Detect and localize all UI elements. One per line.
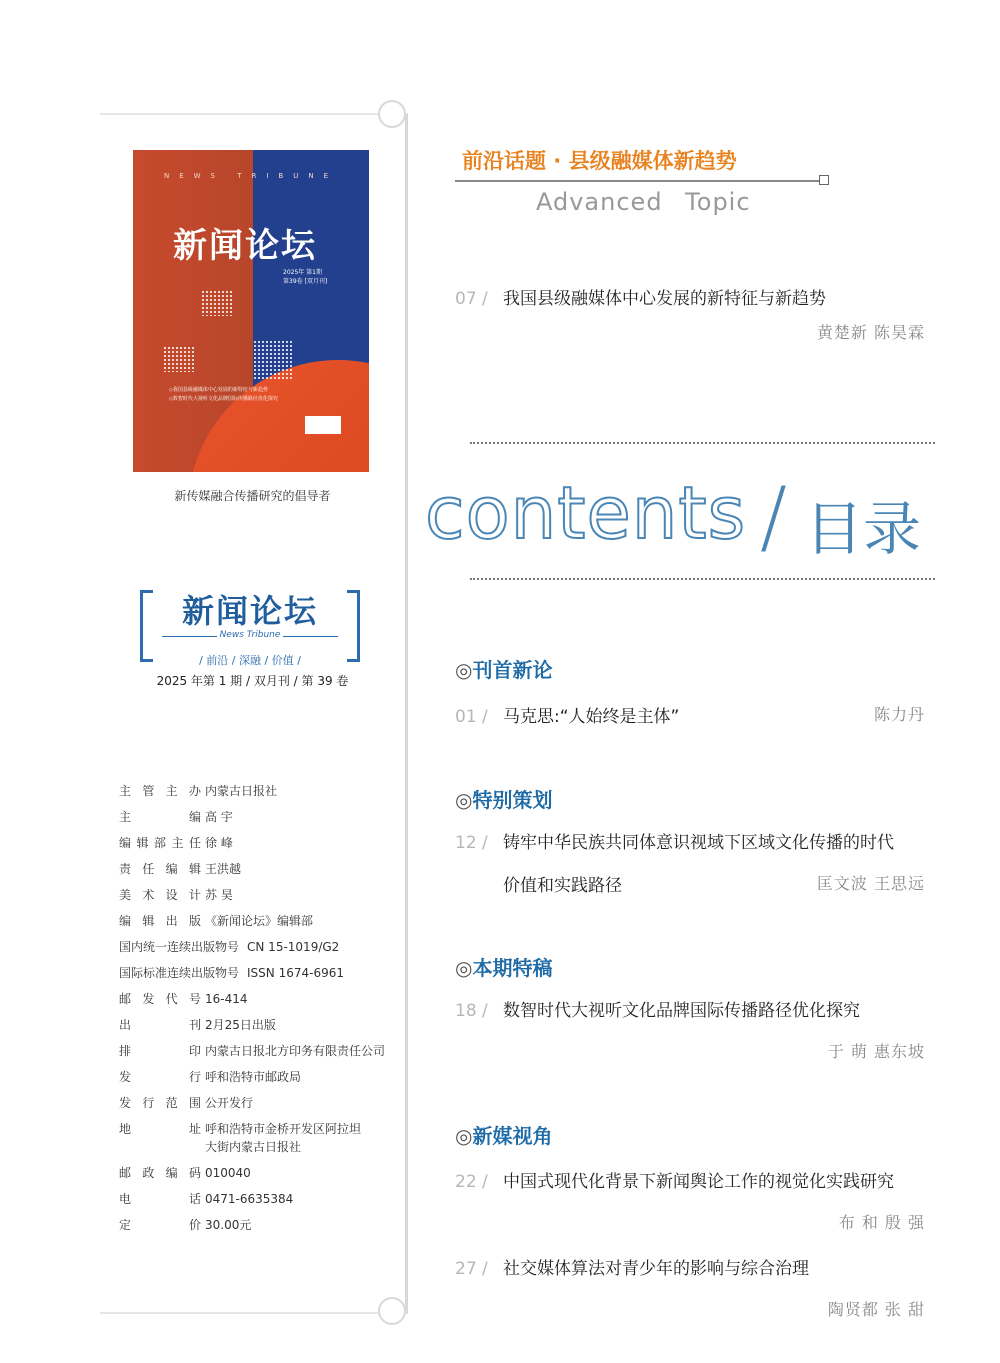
- masthead-row: [119, 834, 404, 860]
- dotted-divider: [470, 442, 935, 444]
- masthead-row: [119, 1016, 404, 1042]
- entry-title: 中国式现代化背景下新闻舆论工作的视觉化实践研究: [503, 1172, 894, 1192]
- masthead-label: 电话: [119, 1192, 201, 1206]
- masthead-info: [119, 782, 404, 1242]
- frontier-english: Advanced Topic: [536, 188, 751, 216]
- toc-entry[interactable]: [455, 702, 925, 727]
- entry-author: 陶贤都 张 甜: [827, 1300, 925, 1319]
- section-title: [455, 784, 552, 813]
- masthead-row: [119, 938, 404, 964]
- masthead-label: 国内统一连续出版物号: [119, 940, 240, 954]
- entry-page: 12 /: [455, 833, 488, 853]
- masthead-label: 主编: [119, 810, 201, 824]
- cover-headlines: [169, 386, 278, 404]
- entry-title: 我国县级融媒体中心发展的新特征与新趋势: [503, 289, 826, 309]
- masthead-value: 苏 昊: [205, 888, 233, 902]
- section-title: [455, 654, 552, 683]
- section-mark: ◎: [455, 956, 473, 980]
- cover-headline: ◇数智时代大视听文化品牌国际传播路径优化探究: [169, 396, 278, 402]
- section-mark: ◎: [455, 658, 473, 682]
- masthead-label: 发行范围: [119, 1096, 201, 1110]
- entry-author: 陈力丹: [873, 705, 925, 724]
- masthead-label: 责任编辑: [119, 862, 201, 876]
- toc-entry[interactable]: [455, 828, 925, 896]
- contents-heading-cn: 目录: [805, 495, 922, 563]
- masthead-label: 编辑出版: [119, 914, 201, 928]
- masthead-label: 国际标准连续出版物号: [119, 966, 240, 980]
- toc-entry[interactable]: [455, 996, 925, 1061]
- toc-entry[interactable]: [455, 1167, 925, 1232]
- masthead-value: 内蒙古日报社: [205, 784, 278, 798]
- entry-author: 匡文波 王思远: [816, 874, 925, 893]
- masthead-label: 主管主办: [119, 784, 201, 798]
- entry-page: 27 /: [455, 1259, 488, 1279]
- masthead-value: 0471-6635384: [205, 1192, 294, 1206]
- cover-dot-grid: [253, 340, 293, 380]
- corner-ornament: [378, 1297, 406, 1325]
- masthead-row: [119, 1068, 404, 1094]
- section-title-text: 本期特稿: [472, 956, 553, 980]
- masthead-row-continued: 大街内蒙古日报社: [205, 1140, 302, 1154]
- masthead-row: [119, 886, 404, 912]
- masthead-row: [119, 1190, 404, 1216]
- cover-issue-number: 2025年 第1期: [283, 269, 322, 276]
- masthead-label: 定价: [119, 1218, 201, 1232]
- entry-page: 01 /: [455, 707, 488, 727]
- frontier-rule: [455, 180, 820, 182]
- journal-logo: [140, 590, 360, 660]
- masthead-value: 30.00元: [205, 1218, 252, 1232]
- masthead-row: [119, 990, 404, 1016]
- cover-topline: NEWS TRIBUNE: [163, 172, 339, 180]
- entry-title: 马克思:“人始终是主体”: [503, 707, 680, 727]
- masthead-label: 邮政编码: [119, 1166, 201, 1180]
- masthead-value: 《新闻论坛》编辑部: [205, 914, 314, 928]
- masthead-row: [119, 964, 404, 990]
- frontier-topic-title: 前沿话题 · 县级融媒体新趋势: [462, 149, 737, 173]
- entry-author: 黄楚新 陈昊霖: [816, 323, 925, 342]
- masthead-value: 高 宇: [205, 810, 233, 824]
- masthead-row: [119, 1216, 404, 1242]
- masthead-value: 呼和浩特市金桥开发区阿拉坦: [205, 1122, 362, 1136]
- masthead-row: [119, 1164, 404, 1190]
- entry-page: 07 /: [455, 289, 488, 309]
- cover-headline: ◇我国县级融媒体中心发展的新特征与新趋势: [169, 387, 268, 393]
- masthead-value: 内蒙古日报北方印务有限责任公司: [205, 1044, 386, 1058]
- masthead-row: [119, 860, 404, 886]
- cover-caption: 新传媒融合传播研究的倡导者: [174, 489, 331, 503]
- entry-title: 铸牢中华民族共同体意识视域下区域文化传播的时代: [503, 833, 894, 853]
- section-title: [455, 1120, 552, 1149]
- entry-author: 布 和 殷 强: [838, 1213, 925, 1232]
- cover-title: 新闻论坛: [173, 226, 317, 266]
- section-mark: ◎: [455, 1124, 473, 1148]
- masthead-label: 地址: [119, 1122, 201, 1136]
- masthead-row: [119, 782, 404, 808]
- dotted-divider: [470, 578, 935, 580]
- entry-title-continued: 价值和实践路径: [503, 876, 622, 896]
- contents-slash: /: [760, 470, 787, 563]
- masthead-value: 16-414: [205, 992, 248, 1006]
- masthead-label: 排印: [119, 1044, 201, 1058]
- masthead-value: 公开发行: [205, 1096, 254, 1110]
- section-title: [455, 952, 552, 981]
- masthead-label: 邮发代号: [119, 992, 201, 1006]
- logo-title: 新闻论坛: [181, 592, 318, 630]
- masthead-label: 美术设计: [119, 888, 201, 902]
- cover-image: [133, 150, 369, 472]
- masthead-label: 编辑部主任: [119, 836, 201, 850]
- masthead-row: [119, 912, 404, 938]
- toc-entry[interactable]: [455, 284, 925, 342]
- entry-author: 于 萌 惠东坡: [827, 1042, 925, 1061]
- cover-issue: [283, 268, 327, 286]
- cover-dot-grid: [201, 290, 233, 316]
- logo-motto: / 前沿 / 深融 / 价值 /: [199, 654, 301, 667]
- masthead-label: 发行: [119, 1070, 201, 1084]
- cover-dot-grid: [163, 346, 195, 372]
- logo-english: News Tribune: [219, 630, 281, 640]
- entry-title: 社交媒体算法对青少年的影响与综合治理: [503, 1259, 809, 1279]
- frontier-rule-end: [819, 175, 829, 185]
- entry-page: 18 /: [455, 1001, 488, 1021]
- masthead-value: 010040: [205, 1166, 251, 1180]
- entry-page: 22 /: [455, 1172, 488, 1192]
- contents-heading: contents: [425, 471, 747, 555]
- section-title-text: 新媒视角: [472, 1124, 553, 1148]
- masthead-row: [119, 808, 404, 834]
- cover-volume: 第39卷 [双月刊]: [283, 278, 328, 285]
- masthead-value: CN 15-1019/G2: [247, 940, 340, 954]
- barcode: [305, 416, 341, 434]
- masthead-value: 王洪越: [205, 862, 242, 876]
- masthead-value: 呼和浩特市邮政局: [205, 1070, 302, 1084]
- toc-entry[interactable]: [455, 1254, 925, 1319]
- masthead-value: 徐 峰: [205, 836, 233, 850]
- masthead-row: [119, 1042, 404, 1068]
- section-mark: ◎: [455, 788, 473, 812]
- masthead-row: [119, 1094, 404, 1120]
- entry-title: 数智时代大视听文化品牌国际传播路径优化探究: [503, 1001, 860, 1021]
- corner-ornament: [378, 100, 406, 128]
- section-title-text: 特别策划: [472, 788, 553, 812]
- section-title-text: 刊首新论: [472, 658, 553, 682]
- masthead-value: 2月25日出版: [205, 1018, 276, 1032]
- masthead-value: ISSN 1674-6961: [247, 966, 344, 980]
- masthead-label: 出刊: [119, 1018, 201, 1032]
- issue-line: 2025 年第 1 期 / 双月刊 / 第 39 卷: [156, 674, 349, 688]
